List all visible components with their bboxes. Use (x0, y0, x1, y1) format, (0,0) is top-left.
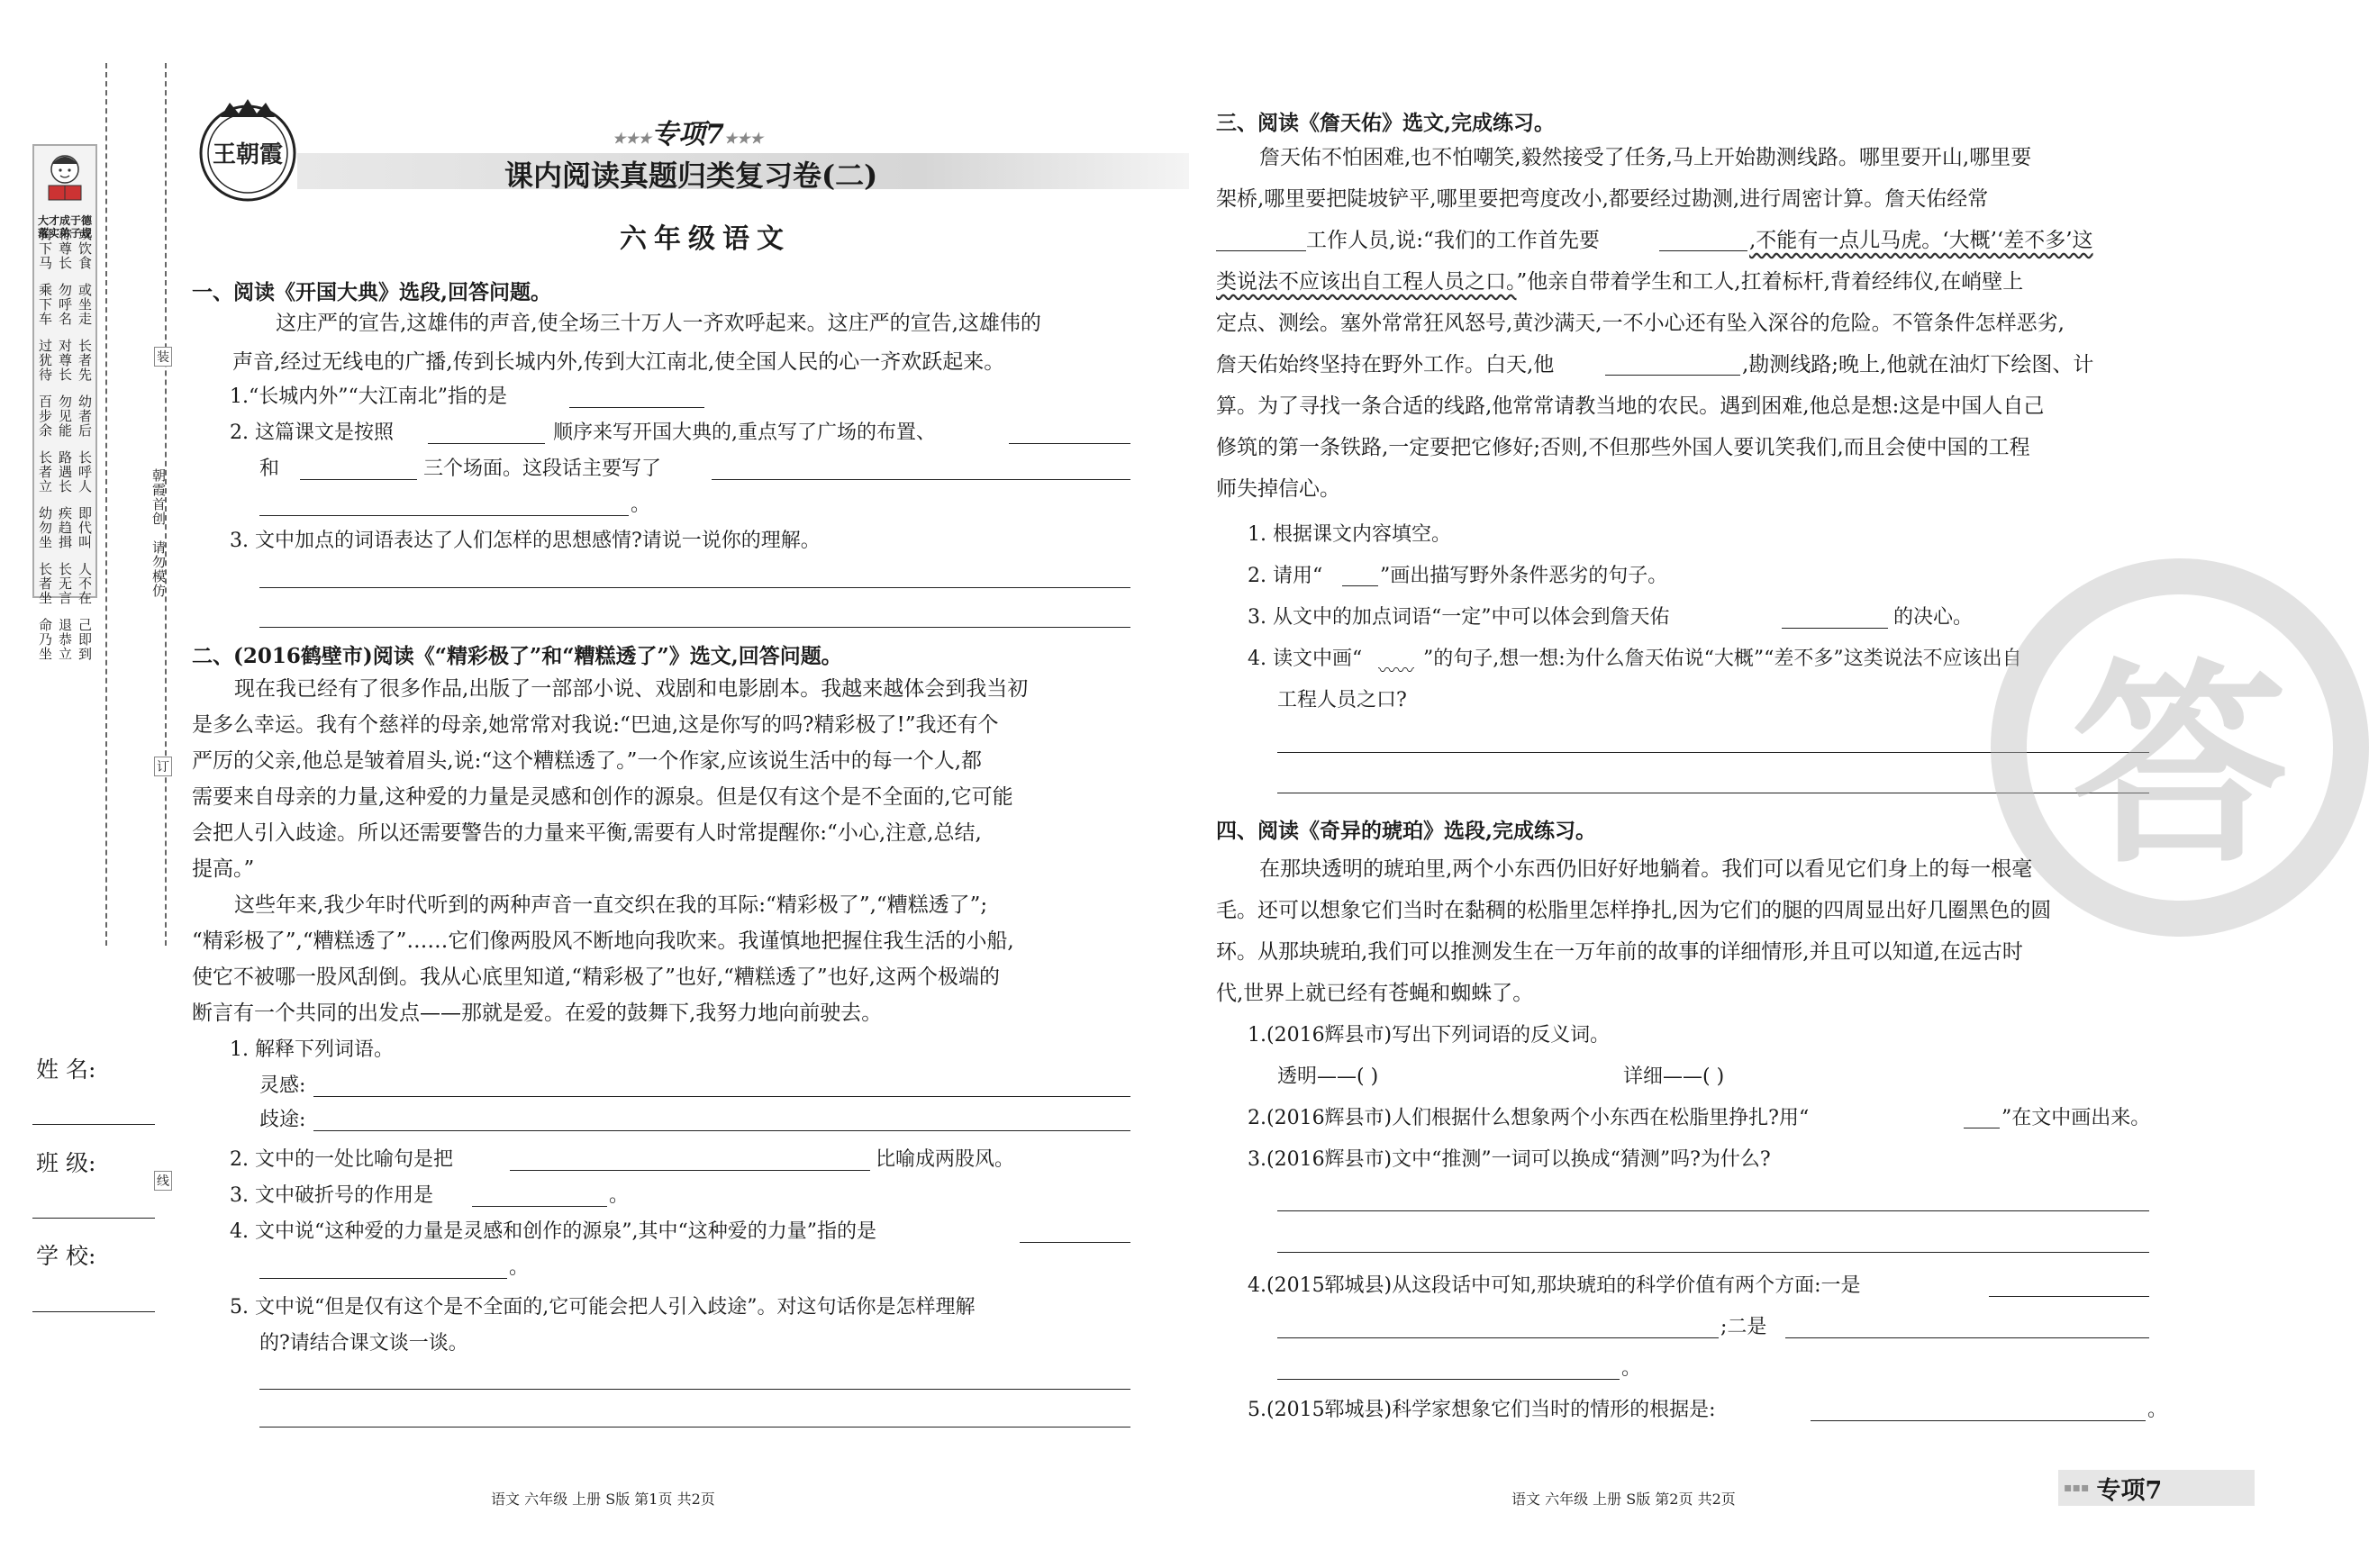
s3-q2-sample-line (1342, 585, 1378, 586)
watermark-text: 答 (2071, 638, 2288, 893)
name-label: 姓 名: (36, 1056, 96, 1083)
s3-q2b: ”画出描写野外条件恶劣的句子。 (1380, 565, 1668, 587)
s2-q4: 4. 文中说“这种爱的力量是灵感和创作的源泉”,其中“这种爱的力量”指的是 (230, 1220, 876, 1243)
s2-q4-period: 。 (509, 1256, 530, 1279)
page-title: 课内阅读真题归类复习卷(二) (504, 159, 878, 193)
sidebar-verse: 己即到 (77, 618, 93, 661)
header-logo (189, 97, 306, 209)
s4-q4-answer-3[interactable] (1785, 1337, 2149, 1338)
s1-q3: 3. 文中加点的词语表达了人们怎样的思想感情?请说一说你的理解。 (230, 530, 821, 552)
sidebar-verse: 路遇长 (57, 450, 73, 494)
s3-line: 詹天佑始终坚持在野外工作。白天,他 (1216, 353, 1555, 376)
s4-para-line: 环。从那块琥珀,我们可以推测发生在一万年前的故事的详细情形,并且可以知道,在远古时 (1216, 940, 2023, 964)
page-subtitle: 六年级语文 (620, 223, 791, 255)
s2-q1a-answer[interactable] (313, 1096, 1130, 1097)
sidebar-verse: 长呼人 (77, 450, 93, 494)
s1-q2-answer-2[interactable] (1009, 443, 1130, 444)
s2-para2-line: 使它不被哪一股风刮倒。我从心底里知道,“精彩极了”也好,“糟糕透了”也好,这两个极端的 (192, 965, 1000, 989)
s4-q1: 1.(2016辉县市)写出下列词语的反义词。 (1248, 1024, 1611, 1047)
s1-q1: 1.“长城内外”“大江南北”指的是 (230, 385, 507, 408)
s1-q2-answer-4[interactable] (712, 479, 1130, 480)
s3-blank-2[interactable] (1659, 250, 1747, 251)
sidebar-verse: 乘下车 (37, 283, 53, 326)
corner-tag: ▪▪▪ 专项7 (2058, 1470, 2255, 1506)
s4-q4-answer-2[interactable] (1277, 1337, 1719, 1338)
logo-text: 王朝霞 (212, 141, 284, 168)
s4-q4-answer-4[interactable] (1277, 1379, 1620, 1380)
section3-heading: 三、阅读《詹天佑》选文,完成练习。 (1216, 111, 1556, 135)
footer-page-2: 语文 六年级 上册 S版 第2页 共2页 (1511, 1491, 1736, 1508)
class-label: 班 级: (36, 1150, 96, 1176)
sidebar-verse: 命乃坐 (37, 618, 53, 661)
s2-para2-line: 断言有一个共同的出发点——那就是爱。在爱的鼓舞下,我努力地向前驶去。 (192, 1002, 883, 1025)
s2-para1-line: 提高。” (192, 857, 255, 881)
section2-heading: 二、(2016鹤壁市)阅读《“精彩极了”和“糟糕透了”》选文,回答问题。 (192, 644, 842, 668)
s2-q5b: 的?请结合课文谈一谈。 (259, 1332, 468, 1355)
s2-para1-line: 现在我已经有了很多作品,出版了一部部小说、戏剧和电影剧本。我越来越体会到我当初 (234, 677, 1029, 701)
school-field[interactable] (32, 1311, 155, 1312)
s4-q4-period: 。 (1621, 1357, 1642, 1380)
s2-para1-line: 是多么幸运。我有个慈祥的母亲,她常常对我说:“巴迪,这是你写的吗?精彩极了!”我还有个 (192, 713, 999, 737)
answer-watermark-stamp (1991, 558, 2369, 937)
s2-q1a: 灵感: (259, 1074, 306, 1097)
corner-tag-text: 专项7 (2096, 1476, 2163, 1505)
s2-q3-period: 。 (609, 1184, 630, 1207)
s2-q2a: 2. 文中的一处比喻句是把 (230, 1148, 453, 1171)
s2-para1-line: 严厉的父亲,他总是皱着眉头,说:“这个糟糕透了。”一个作家,应该说生活中的每一个人,都 (192, 749, 983, 773)
s3-line: 修筑的第一条铁路,一定要把它修好;否则,不但那些外国人要讥笑我们,而且会使中国的工程 (1216, 436, 2030, 459)
sidebar-verse: 长无言 (57, 562, 73, 605)
sidebar-verse: 或饮食 (77, 227, 93, 270)
sidebar-verse: 幼勿坐 (37, 506, 53, 549)
sidebar-verses (34, 227, 94, 661)
s2-q5-answer-1[interactable] (259, 1389, 1130, 1390)
s3-line: 工作人员,说:“我们的工作首先要 (1306, 229, 1600, 252)
s4-q3: 3.(2016辉县市)文中“推测”一词可以换成“猜测”吗?为什么? (1248, 1148, 1771, 1171)
special-label: ★★★专项7★★★ (613, 119, 763, 150)
s2-q4-answer-2[interactable] (259, 1278, 507, 1279)
s4-q2a: 2.(2016辉县市)人们根据什么想象两个小东西在松脂里挣扎?用“ (1248, 1107, 1810, 1129)
s2-para1-line: 会把人引入歧途。所以还需要警告的力量来平衡,需要有人时常提醒你:“小心,注意,总结, (192, 821, 982, 845)
section1-para-line: 这庄严的宣告,这雄伟的声音,使全场三十万人一齐欢呼起来。这庄严的宣告,这雄伟的 (276, 312, 1041, 335)
s2-q4-answer-1[interactable] (1020, 1242, 1130, 1243)
s4-q1b: 详细——( ) (1623, 1065, 1725, 1088)
s2-q1: 1. 解释下列词语。 (230, 1038, 394, 1061)
s2-para1-line: 需要来自母亲的力量,这种爱的力量是灵感和创作的源泉。但是仅有这个是不全面的,它可能 (192, 785, 1013, 809)
sidebar-verse: 疾趋揖 (57, 506, 73, 549)
sidebar-verse: 称尊长 (57, 227, 73, 270)
sidebar-verse: 对尊长 (57, 339, 73, 382)
s2-q2b: 比喻成两股风。 (876, 1148, 1015, 1171)
sidebar-verse: 退恭立 (57, 618, 73, 661)
s3-q3a: 3. 从文中的加点词语“一定”中可以体会到詹天佑 (1248, 606, 1670, 629)
s3-line: 师失掉信心。 (1216, 477, 1340, 501)
s2-q3: 3. 文中破折号的作用是 (230, 1184, 433, 1207)
s2-q3-answer[interactable] (472, 1206, 607, 1207)
s3-wavy-text: ,不能有一点儿马虎。‘大概’‘差不多’这 (1749, 229, 2093, 252)
s1-q2c: 和 (259, 458, 280, 480)
s4-q5: 5.(2015郓城县)科学家想象它们当时的情形的根据是: (1248, 1399, 1716, 1421)
s4-para-line: 毛。还可以想象它们当时在黏稠的松脂里怎样挣扎,因为它们的腿的四周显出好几圈黑色的圆 (1216, 899, 2052, 922)
sidebar-verse: 勿呼名 (57, 283, 73, 326)
name-field[interactable] (32, 1124, 155, 1125)
s3-wavy-text-2: 类说法不应该出自工程人员之口。 (1216, 270, 1517, 294)
s2-q1b: 歧途: (259, 1109, 306, 1131)
s1-q2b: 顺序来写开国大典的,重点写了广场的布置、 (553, 421, 936, 444)
sidebar-verse: 过犹待 (37, 339, 53, 382)
s1-q2-answer-5[interactable] (259, 515, 629, 516)
s4-q4a: 4.(2015郓城县)从这段话中可知,那块琥珀的科学价值有两个方面:一是 (1248, 1274, 1861, 1297)
sidebar-verse: 人不在 (77, 562, 93, 605)
s1-q2-answer-3[interactable] (300, 479, 417, 480)
binding-line-outer (105, 63, 107, 946)
binding-mark-a: 朝霞首创 (150, 468, 167, 526)
binding-mark-zhuang: 装 (154, 347, 172, 367)
s4-q3-answer-1[interactable] (1277, 1210, 2149, 1211)
sidebar-verse: 或坐走 (77, 283, 93, 326)
footer-page-1: 语文 六年级 上册 S版 第1页 共2页 (491, 1491, 715, 1508)
s1-q2d: 三个场面。这段话主要写了 (423, 458, 662, 480)
sidebar-verse: 长者立 (37, 450, 53, 494)
child-reading-illustration (34, 146, 95, 209)
s4-para-line: 在那块透明的琥珀里,两个小东西仍旧好好地躺着。我们可以看见它们身上的每一根毫 (1259, 857, 2033, 881)
s1-q3-answer-1[interactable] (259, 587, 1130, 588)
s3-q3-answer[interactable] (1782, 628, 1888, 629)
s2-q2-answer[interactable] (510, 1170, 870, 1171)
s2-q5-answer-2[interactable] (259, 1427, 1130, 1428)
s3-q4a: 4. 读文中画“ (1248, 648, 1363, 670)
section1-para-line: 声音,经过无线电的广播,传到长城内外,传到大江南北,使全国人民的心一齐欢跃起来。 (232, 350, 1005, 374)
binding-mark-b: 请勿模仿 (150, 540, 167, 598)
class-field[interactable] (32, 1218, 155, 1219)
s3-line: 算。为了寻找一条合适的线路,他常常请教当地的农民。遇到困难,他总是想:这是中国人自己 (1216, 394, 2045, 418)
s3-q2a: 2. 请用“ (1248, 565, 1323, 587)
s4-q5-answer[interactable] (1811, 1420, 2146, 1421)
s3-q1: 1. 根据课文内容填空。 (1248, 523, 1451, 546)
s3-line: 类说法不应该出自工程人员之口。”他亲自带着学生和工人,扛着标杆,背着经纬仪,在峭壁上 (1216, 270, 2024, 294)
s3-q4c: 工程人员之口? (1277, 689, 1407, 711)
sidebar-motto: 大才成于德 落实弟子规 (38, 214, 93, 240)
s4-q4b: ;二是 (1720, 1316, 1767, 1338)
s4-q3-answer-2[interactable] (1277, 1252, 2149, 1253)
sidebar-verse: 骑下马 (37, 227, 53, 270)
section1-heading: 一、阅读《开国大典》选段,回答问题。 (192, 280, 552, 304)
s1-q2a: 2. 这篇课文是按照 (230, 421, 394, 444)
s3-line: ,勘测线路;晚上,他就在油灯下绘图、计 (1742, 353, 2094, 376)
s4-q4-answer-1[interactable] (1989, 1296, 2149, 1297)
sidebar-verse: 长者先 (77, 339, 93, 382)
s2-q1b-answer[interactable] (313, 1130, 1130, 1131)
s2-para2-line: 这些年来,我少年时代听到的两种声音一直交织在我的耳际:“精彩极了”,“糟糕透了”; (234, 893, 988, 917)
sidebar-verse: 长者坐 (37, 562, 53, 605)
sidebar-verse: 勿见能 (57, 394, 73, 438)
s1-q1-answer[interactable] (569, 407, 704, 408)
s3-line: 架桥,哪里要把陡坡铲平,哪里要把弯度改小,都要经过勘测,进行周密计算。詹天佑经常 (1216, 187, 1989, 211)
s3-q4-wavy-sample: 〰〰 (1378, 659, 1414, 681)
s2-para2-line: “精彩极了”,“糟糕透了”……它们像两股风不断地向我吹来。我谨慎地把握住我生活的小船, (192, 929, 1014, 953)
s1-q3-answer-2[interactable] (259, 627, 1130, 628)
s4-para-line: 代,世界上就已经有苍蝇和蜘蛛了。 (1216, 982, 1534, 1005)
s1-q2-period: 。 (631, 494, 651, 516)
s3-blank-3[interactable] (1605, 375, 1740, 376)
s4-q2b: ”在文中画出来。 (2001, 1107, 2151, 1129)
sidebar-verse: 百步余 (37, 394, 53, 438)
s3-blank-1[interactable] (1216, 250, 1306, 251)
s1-q2-answer-1[interactable] (428, 443, 545, 444)
school-label: 学 校: (36, 1243, 96, 1269)
section4-heading: 四、阅读《奇异的琥珀》选段,完成练习。 (1216, 819, 1597, 843)
s3-line: 定点、测绘。塞外常常狂风怒号,黄沙满天,一不小心还有坠入深谷的危险。不管条件怎样恶劣, (1216, 312, 2065, 335)
binding-mark-xian: 线 (154, 1171, 172, 1191)
s3-line (1749, 225, 2093, 256)
binding-mark-ding: 订 (154, 757, 172, 776)
s2-q5a: 5. 文中说“但是仅有这个是不全面的,它可能会把人引入歧途”。对这句话你是怎样理解 (230, 1296, 976, 1319)
s3-line: 詹天佑不怕困难,也不怕嘲笑,毅然接受了任务,马上开始勘测线路。哪里要开山,哪里要 (1259, 146, 2032, 169)
s4-q5-period: 。 (2147, 1399, 2168, 1421)
s3-q4b: ”的句子,想一想:为什么詹天佑说“大概”“差不多”这类说法不应该出自 (1423, 648, 2022, 670)
sidebar-verse: 即代叫 (77, 506, 93, 549)
sidebar-verse: 幼者后 (77, 394, 93, 438)
s4-q1a: 透明——( ) (1277, 1065, 1379, 1088)
s3-q3b: 的决心。 (1893, 606, 1974, 629)
